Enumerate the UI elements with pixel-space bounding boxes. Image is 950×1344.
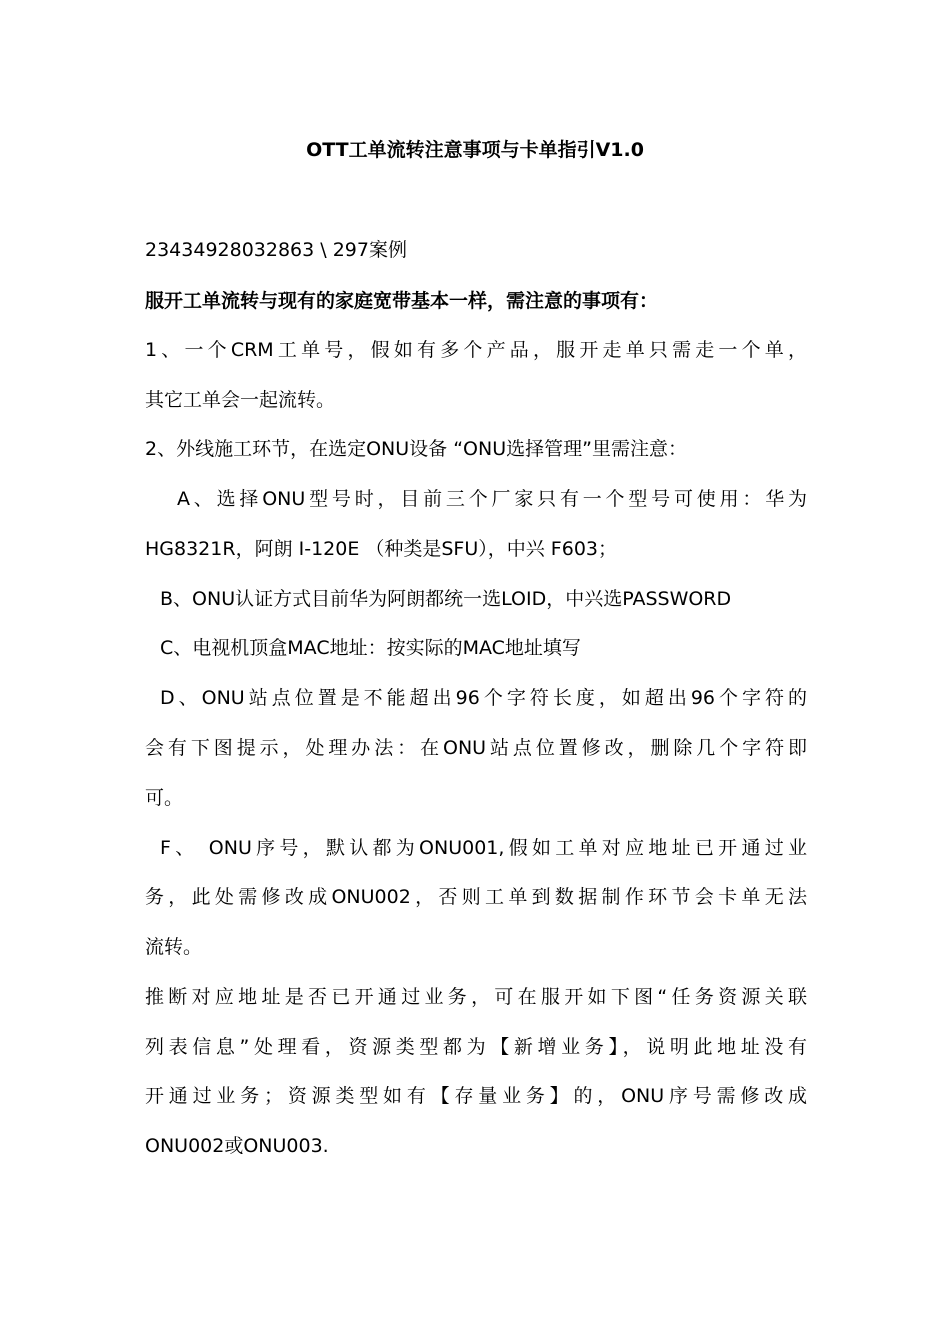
judge-line-4: ONU002或ONU003. <box>145 1135 329 1157</box>
item-c: C、电视机顶盒MAC地址：按实际的MAC地址填写 <box>160 637 581 659</box>
item-d-line-3: 可。 <box>145 787 184 809</box>
judge-line-3: 开通过业务；资源类型如有【存量业务】的，ONU序号需修改成 <box>145 1085 807 1107</box>
document-title: OTT工单流转注意事项与卡单指引V1.0 <box>306 139 644 161</box>
item-b: B、ONU认证方式目前华为阿朗都统一选LOID，中兴选PASSWORD <box>160 588 732 610</box>
intro-heading: 服开工单流转与现有的家庭宽带基本一样，需注意的事项有： <box>145 290 659 312</box>
item-f-line-1: F、 ONU序号，默认都为ONU001,假如工单对应地址已开通过业 <box>160 837 807 859</box>
item-f-line-3: 流转。 <box>145 936 203 958</box>
item-1-line-2: 其它工单会一起流转。 <box>145 389 336 411</box>
item-2: 2、外线施工环节，在选定ONU设备 “ONU选择管理”里需注意： <box>145 438 687 460</box>
item-d-line-2: 会有下图提示，处理办法：在ONU站点位置修改，删除几个字符即 <box>145 737 807 759</box>
case-reference: 23434928032863 \ 297案例 <box>145 239 407 261</box>
item-a-line-2: HG8321R，阿朗 I-120E （种类是SFU），中兴 F603； <box>145 538 618 560</box>
item-1-line-1: 1、一个CRM工单号，假如有多个产品，服开走单只需走一个单， <box>145 339 807 361</box>
judge-line-1: 推断对应地址是否已开通过业务，可在服开如下图“任务资源关联 <box>145 986 807 1008</box>
item-f-line-2: 务，此处需修改成ONU002，否则工单到数据制作环节会卡单无法 <box>145 886 807 908</box>
item-d-line-1: D、ONU站点位置是不能超出96个字符长度，如超出96个字符的 <box>160 687 807 709</box>
judge-line-2: 列表信息”处理看，资源类型都为【新增业务】，说明此地址没有 <box>145 1036 807 1058</box>
item-a-line-1: A、选择ONU型号时，目前三个厂家只有一个型号可使用：华为 <box>177 488 807 510</box>
